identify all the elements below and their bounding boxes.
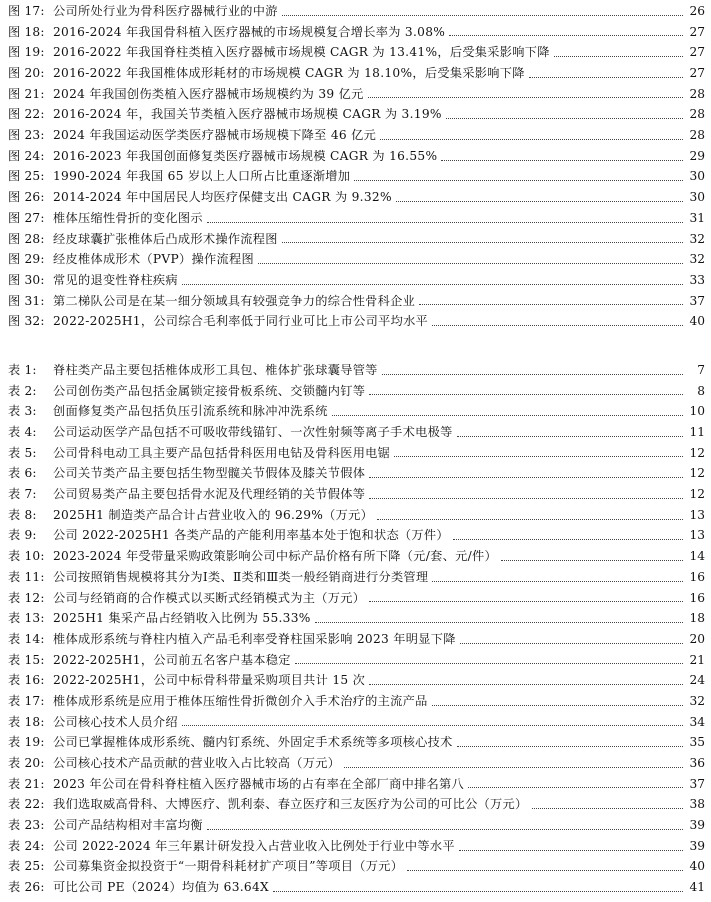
- entry-label: 表 1:: [8, 362, 37, 377]
- entry-page-number: 24: [689, 673, 705, 688]
- dot-leader: [282, 14, 683, 16]
- dot-leader: [354, 179, 683, 181]
- dot-leader: [441, 159, 683, 161]
- entry-title: 2024 年我国创伤类植入医疗器械市场规模约为 39 亿元: [53, 86, 364, 101]
- entry-title: 2025H1 制造类产品合计占营业收入的 96.29%（万元）: [53, 507, 374, 522]
- dot-leader: [457, 745, 683, 747]
- dot-leader: [453, 538, 683, 540]
- toc-entry[interactable]: [8, 270, 705, 291]
- entry-title: 椎体成形系统与脊柱内植入产品毛利率受脊柱国采影响 2023 年明显下降: [53, 631, 456, 646]
- entry-title: 常见的退变性脊柱疾病: [53, 272, 178, 287]
- dot-leader: [468, 786, 683, 788]
- dot-leader: [394, 455, 683, 457]
- entry-title: 2016-2024 年我国骨科植入医疗器械的市场规模复合增长率为 3.08%: [53, 24, 446, 39]
- toc-entry[interactable]: [8, 794, 705, 815]
- entry-title: 2016-2024 年，我国关节类植入医疗器械市场规模 CAGR 为 3.19%: [53, 107, 442, 122]
- dot-leader: [369, 497, 683, 499]
- dot-leader: [529, 76, 683, 78]
- toc-entry[interactable]: [8, 422, 705, 443]
- dot-leader: [182, 724, 683, 726]
- toc-entry[interactable]: [8, 650, 705, 671]
- toc-entry[interactable]: [8, 567, 705, 588]
- entry-title: 2016-2023 年我国创面修复类医疗器械市场规模 CAGR 为 16.55%: [53, 148, 438, 163]
- entry-label: 表 2:: [8, 383, 37, 398]
- dot-leader: [258, 262, 683, 264]
- toc-entry[interactable]: [8, 484, 705, 505]
- entry-label: 图 23:: [8, 128, 45, 143]
- dot-leader: [432, 580, 683, 582]
- entry-page-number: 16: [689, 590, 705, 605]
- entry-page-number: 30: [689, 190, 705, 205]
- entry-title: 2016-2022 年我国脊柱类植入医疗器械市场规模 CAGR 为 13.41%，后受集采影响下降: [53, 45, 550, 60]
- entry-title: 2016-2022 年我国椎体成形耗材的市场规模 CAGR 为 18.10%，后受集采影响下降: [53, 66, 525, 81]
- toc-entry[interactable]: [8, 670, 705, 691]
- entry-page-number: 20: [689, 631, 705, 646]
- dot-leader: [369, 393, 683, 395]
- entry-title: 经皮球囊扩张椎体后凸成形术操作流程图: [53, 231, 278, 246]
- toc-entry[interactable]: [8, 857, 705, 878]
- entry-page-number: 39: [689, 838, 705, 853]
- toc-entry[interactable]: [8, 588, 705, 609]
- entry-label: 表 6:: [8, 466, 37, 481]
- entry-label: 图 19:: [8, 45, 45, 60]
- entry-label: 表 15:: [8, 652, 45, 667]
- entry-title: 公司按照销售规模将其分为Ⅰ类、Ⅱ类和Ⅲ类一般经销商进行分类管理: [53, 569, 429, 584]
- entry-title: 第二梯队公司是在某一细分领域具有较强竞争力的综合性骨科企业: [53, 293, 416, 308]
- entry-page-number: 13: [689, 507, 705, 522]
- entry-page-number: 10: [689, 404, 705, 419]
- dot-leader: [532, 807, 683, 809]
- entry-label: 表 26:: [8, 880, 45, 895]
- entry-page-number: 35: [689, 735, 705, 750]
- entry-title: 经皮椎体成形术（PVP）操作流程图: [53, 252, 254, 267]
- entry-label: 表 4:: [8, 425, 37, 440]
- entry-page-number: 40: [689, 314, 705, 329]
- entry-label: 图 29:: [8, 252, 45, 267]
- entry-title: 创面修复类产品包括负压引流系统和脉冲冲洗系统: [53, 404, 328, 419]
- entry-title: 公司 2022-2025H1 各类产品的产能利用率基本处于饱和状态（万件）: [53, 528, 449, 543]
- toc-entry[interactable]: [8, 104, 705, 125]
- entry-label: 表 3:: [8, 404, 37, 419]
- entry-label: 图 27:: [8, 210, 45, 225]
- entry-label: 表 21:: [8, 776, 45, 791]
- entry-page-number: 36: [689, 756, 705, 771]
- toc-entry[interactable]: [8, 691, 705, 712]
- entry-label: 表 13:: [8, 611, 45, 626]
- entry-label: 表 24:: [8, 838, 45, 853]
- entry-page-number: 21: [689, 652, 705, 667]
- entry-title: 2025H1 集采产品占经销收入比例为 55.33%: [53, 611, 311, 626]
- entry-page-number: 32: [689, 693, 705, 708]
- entry-label: 图 31:: [8, 293, 45, 308]
- entry-page-number: 31: [689, 210, 705, 225]
- dot-leader: [369, 600, 683, 602]
- toc-entry[interactable]: [8, 381, 705, 402]
- dot-leader: [407, 869, 683, 871]
- entry-title: 2022-2025H1，公司中标骨科带量采购项目共计 15 次: [53, 673, 366, 688]
- dot-leader: [315, 621, 683, 623]
- entry-title: 2023 年公司在骨科脊柱植入医疗器械市场的占有率在全部厂商中排名第八: [53, 776, 465, 791]
- dot-leader: [295, 662, 683, 664]
- toc-entry[interactable]: [8, 249, 705, 270]
- entry-page-number: 12: [689, 487, 705, 502]
- entry-page-number: 18: [689, 611, 705, 626]
- entry-page-number: 11: [689, 425, 705, 440]
- entry-page-number: 37: [689, 293, 705, 308]
- entry-page-number: 12: [689, 445, 705, 460]
- entry-label: 表 12:: [8, 590, 45, 605]
- entry-label: 表 20:: [8, 756, 45, 771]
- toc-entry[interactable]: [8, 401, 705, 422]
- dot-leader: [446, 117, 683, 119]
- entry-page-number: 28: [689, 107, 705, 122]
- entry-label: 图 17:: [8, 3, 45, 18]
- toc-entry[interactable]: [8, 22, 705, 43]
- entry-label: 图 24:: [8, 148, 45, 163]
- entry-page-number: 30: [689, 169, 705, 184]
- entry-label: 表 5:: [8, 445, 37, 460]
- entry-title: 公司贸易类产品主要包括骨水泥及代理经销的关节假体等: [53, 487, 366, 502]
- entry-page-number: 27: [689, 66, 705, 81]
- dot-leader: [368, 96, 683, 98]
- dot-leader: [332, 414, 683, 416]
- entry-title: 公司已掌握椎体成形系统、髓内钉系统、外固定手术系统等多项核心技术: [53, 735, 453, 750]
- entry-title: 2022-2025H1，公司综合毛利率低于同行业可比上市公司平均水平: [53, 314, 429, 329]
- toc-entry[interactable]: [8, 546, 705, 567]
- dot-leader: [460, 642, 683, 644]
- toc-entry[interactable]: [8, 463, 705, 484]
- entry-label: 图 22:: [8, 107, 45, 122]
- entry-label: 图 18:: [8, 24, 45, 39]
- entry-page-number: 12: [689, 466, 705, 481]
- dot-leader: [377, 518, 683, 520]
- dot-leader: [382, 373, 683, 375]
- entry-title: 2024 年我国运动医学类医疗器械市场规模下降至 46 亿元: [53, 128, 377, 143]
- entry-label: 表 7:: [8, 487, 37, 502]
- table-list: [8, 360, 705, 898]
- toc-entry[interactable]: [8, 608, 705, 629]
- entry-title: 公司所处行业为骨科医疗器械行业的中游: [53, 3, 278, 18]
- dot-leader: [369, 476, 683, 478]
- entry-label: 表 9:: [8, 528, 37, 543]
- dot-leader: [380, 138, 683, 140]
- dot-leader: [207, 828, 683, 830]
- entry-page-number: 14: [689, 549, 705, 564]
- toc-entry[interactable]: [8, 629, 705, 650]
- entry-page-number: 28: [689, 86, 705, 101]
- entry-title: 公司产品结构相对丰富均衡: [53, 818, 203, 833]
- dot-leader: [501, 559, 683, 561]
- entry-title: 2022-2025H1，公司前五名客户基本稳定: [53, 652, 291, 667]
- toc-entry[interactable]: [8, 443, 705, 464]
- dot-leader: [457, 435, 683, 437]
- entry-title: 椎体压缩性骨折的变化图示: [53, 210, 203, 225]
- entry-page-number: 37: [689, 776, 705, 791]
- dot-leader: [182, 283, 683, 285]
- entry-label: 图 32:: [8, 314, 45, 329]
- entry-title: 可比公司 PE（2024）均值为 63.64X: [53, 880, 270, 895]
- toc-entry[interactable]: [8, 167, 705, 188]
- toc-entry[interactable]: [8, 732, 705, 753]
- toc-entry[interactable]: [8, 146, 705, 167]
- entry-page-number: 29: [689, 148, 705, 163]
- toc-entry[interactable]: [8, 774, 705, 795]
- toc-entry[interactable]: [8, 505, 705, 526]
- entry-label: 表 25:: [8, 859, 45, 874]
- figure-list: [8, 0, 705, 332]
- entry-page-number: 32: [689, 231, 705, 246]
- entry-label: 表 10:: [8, 549, 45, 564]
- dot-leader: [432, 324, 683, 326]
- entry-page-number: 41: [689, 880, 705, 895]
- entry-title: 脊柱类产品主要包括椎体成形工具包、椎体扩张球囊导管等: [53, 362, 378, 377]
- toc-entry[interactable]: [8, 712, 705, 733]
- entry-title: 公司募集资金拟投资于“一期骨科耗材扩产项目”等项目（万元）: [53, 859, 404, 874]
- entry-page-number: 38: [689, 797, 705, 812]
- entry-label: 表 16:: [8, 673, 45, 688]
- dot-leader: [282, 241, 683, 243]
- dot-leader: [432, 704, 683, 706]
- dot-leader: [459, 849, 683, 851]
- toc-entry[interactable]: [8, 84, 705, 105]
- entry-title: 椎体成形系统是应用于椎体压缩性骨折微创介入手术治疗的主流产品: [53, 693, 428, 708]
- entry-title: 公司核心技术人员介绍: [53, 714, 178, 729]
- dot-leader: [344, 766, 683, 768]
- entry-title: 公司运动医学产品包括不可吸收带线锚钉、一次性射频等离子手术电极等: [53, 425, 453, 440]
- entry-page-number: 27: [689, 45, 705, 60]
- toc-entry[interactable]: [8, 42, 705, 63]
- dot-leader: [449, 34, 683, 36]
- entry-label: 表 11:: [8, 569, 45, 584]
- dot-leader: [369, 683, 683, 685]
- entry-page-number: 32: [689, 252, 705, 267]
- entry-label: 表 8:: [8, 507, 37, 522]
- dot-leader: [554, 55, 683, 57]
- entry-label: 表 23:: [8, 818, 45, 833]
- dot-leader: [207, 221, 683, 223]
- entry-label: 图 25:: [8, 169, 45, 184]
- dot-leader: [396, 200, 683, 202]
- entry-label: 图 26:: [8, 190, 45, 205]
- dot-leader: [273, 890, 683, 892]
- toc-entry[interactable]: [8, 229, 705, 250]
- entry-title: 公司关节类产品主要包括生物型髋关节假体及膝关节假体: [53, 466, 366, 481]
- toc-entry[interactable]: [8, 360, 705, 381]
- entry-title: 2014-2024 年中国居民人均医疗保健支出 CAGR 为 9.32%: [53, 190, 392, 205]
- entry-label: 表 17:: [8, 693, 45, 708]
- entry-page-number: 8: [697, 383, 705, 398]
- entry-label: 图 20:: [8, 66, 45, 81]
- toc-entry[interactable]: [8, 125, 705, 146]
- entry-title: 2023-2024 年受带量采购政策影响公司中标产品价格有所下降（元/套、元/件）: [53, 549, 497, 564]
- toc-entry[interactable]: [8, 63, 705, 84]
- entry-page-number: 33: [689, 272, 705, 287]
- toc-entry[interactable]: [8, 291, 705, 312]
- entry-title: 公司创伤类产品包括金属锁定接骨板系统、交锁髓内钉等: [53, 383, 366, 398]
- entry-label: 图 21:: [8, 86, 45, 101]
- toc-entry[interactable]: [8, 311, 705, 332]
- entry-page-number: 27: [689, 24, 705, 39]
- toc-entry[interactable]: [8, 815, 705, 836]
- entry-label: 表 19:: [8, 735, 45, 750]
- dot-leader: [419, 303, 683, 305]
- toc-entry[interactable]: [8, 753, 705, 774]
- entry-label: 图 28:: [8, 231, 45, 246]
- entry-title: 公司核心技术产品贡献的营业收入占比较高（万元）: [53, 756, 341, 771]
- toc-entry[interactable]: [8, 836, 705, 857]
- entry-page-number: 7: [697, 362, 705, 377]
- entry-title: 公司与经销商的合作模式以买断式经销模式为主（万元）: [53, 590, 366, 605]
- entry-page-number: 26: [689, 3, 705, 18]
- toc-entry[interactable]: [8, 208, 705, 229]
- entry-page-number: 16: [689, 569, 705, 584]
- toc-entry[interactable]: [8, 877, 705, 898]
- entry-title: 1990-2024 年我国 65 岁以上人口所占比重逐渐增加: [53, 169, 351, 184]
- entry-label: 表 14:: [8, 631, 45, 646]
- entry-title: 公司骨科电动工具主要产品包括骨科医用电钻及骨科医用电锯: [53, 445, 391, 460]
- entry-page-number: 40: [689, 859, 705, 874]
- toc-entry[interactable]: [8, 187, 705, 208]
- toc-entry[interactable]: [8, 526, 705, 547]
- entry-label: 图 30:: [8, 272, 45, 287]
- entry-page-number: 28: [689, 128, 705, 143]
- entry-page-number: 39: [689, 818, 705, 833]
- entry-page-number: 34: [689, 714, 705, 729]
- entry-label: 表 18:: [8, 714, 45, 729]
- entry-page-number: 13: [689, 528, 705, 543]
- entry-label: 表 22:: [8, 797, 45, 812]
- entry-title: 我们选取威高骨科、大博医疗、凯利泰、春立医疗和三友医疗为公司的可比公（万元）: [53, 797, 528, 812]
- entry-title: 公司 2022-2024 年三年累计研发投入占营业收入比例处于行业中等水平: [53, 838, 455, 853]
- toc-entry[interactable]: [8, 1, 705, 22]
